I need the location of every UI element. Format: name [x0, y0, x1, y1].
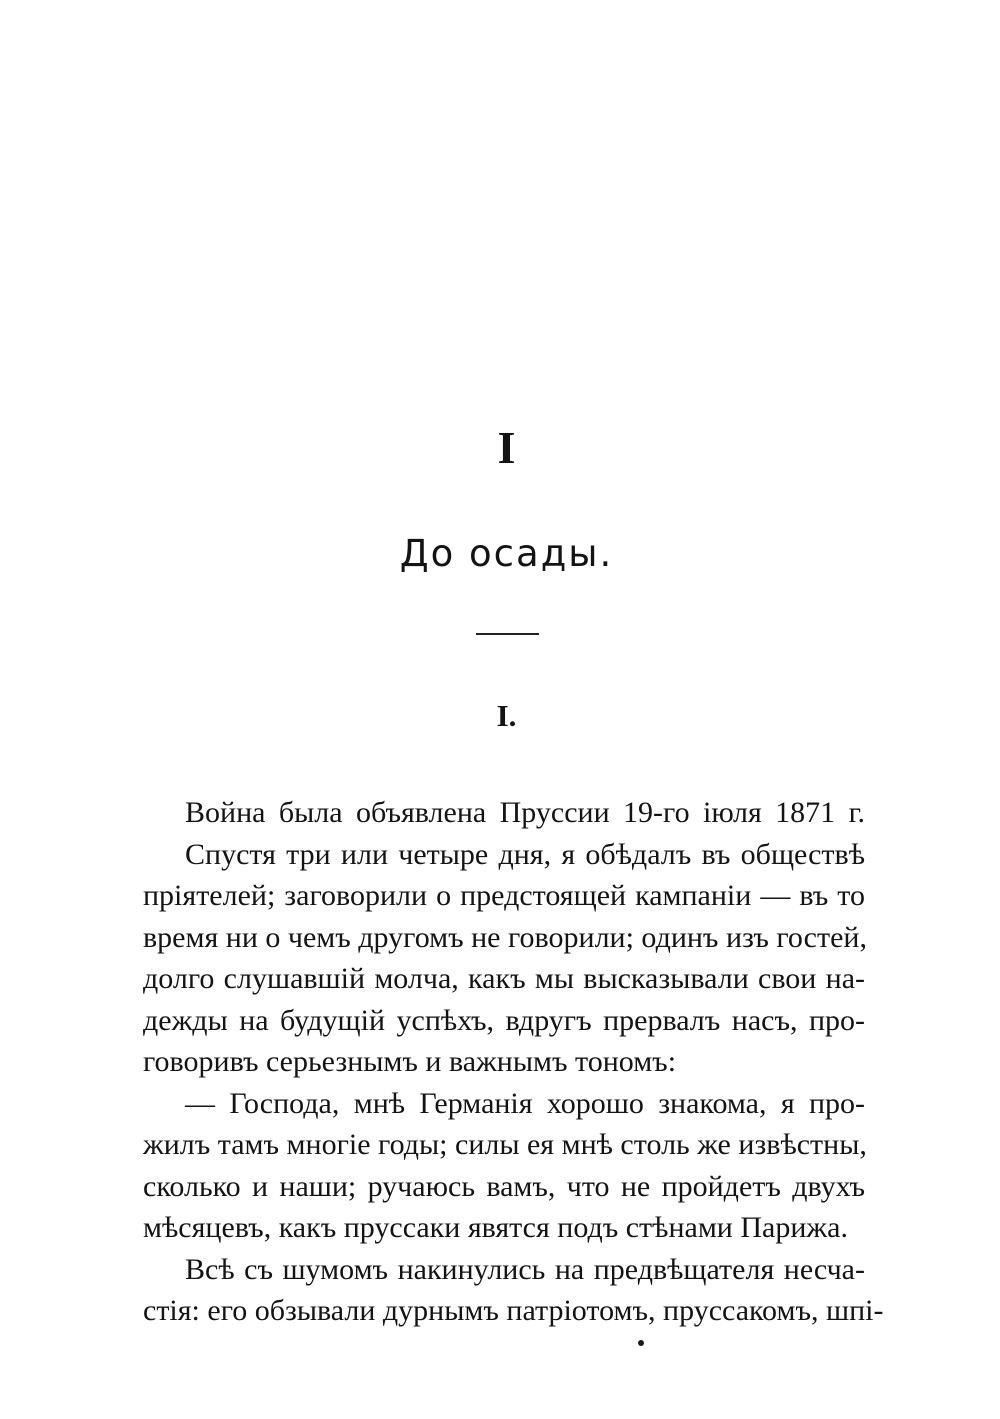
- text-line: жилъ тамъ многіе годы; силы ея мнѣ столь же извѣстны,: [143, 1128, 867, 1161]
- text-line: стія: его обзывали дурнымъ патріотомъ, пруссакомъ, шпі-: [143, 1294, 884, 1327]
- part-title: До осады.: [399, 532, 614, 575]
- text-line: Война была объявлена Пруссии 19-го іюля 1871 г.: [185, 796, 865, 829]
- text-line: говоривъ серьезнымъ и важнымъ тономъ:: [143, 1045, 677, 1078]
- text-line: время ни о чемъ другомъ не говорили; одинъ изъ гостей,: [143, 920, 867, 954]
- text-line: дежды на будущій успѣхъ, вдругъ прервалъ насъ, про-: [143, 1003, 865, 1037]
- part-numeral: I: [497, 422, 516, 473]
- title-divider: [476, 633, 539, 635]
- text-line: пріятелей; заговорили о предстоящей кампаніи — въ то: [143, 879, 865, 912]
- chapter-numeral: I.: [496, 698, 517, 733]
- text-line: сколько и наши; ручаюсь вамъ, что не пройдетъ двухъ: [143, 1169, 865, 1203]
- text-line: Всѣ съ шумомъ накинулись на предвѣщателя несча-: [185, 1252, 865, 1286]
- page-dot-mark: [638, 1340, 644, 1346]
- text-line: долго слушавшій молча, какъ мы высказывали свои на-: [143, 962, 865, 995]
- text-line: Спустя три или четыре дня, я обѣдалъ въ обществѣ: [185, 837, 865, 871]
- text-line: мѣсяцевъ, какъ пруссаки явятся подъ стѣнами Парижа.: [143, 1211, 848, 1244]
- text-line: — Господа, мнѣ Германія хорошо знакома, я про-: [185, 1086, 865, 1120]
- body-text: [143, 792, 884, 1332]
